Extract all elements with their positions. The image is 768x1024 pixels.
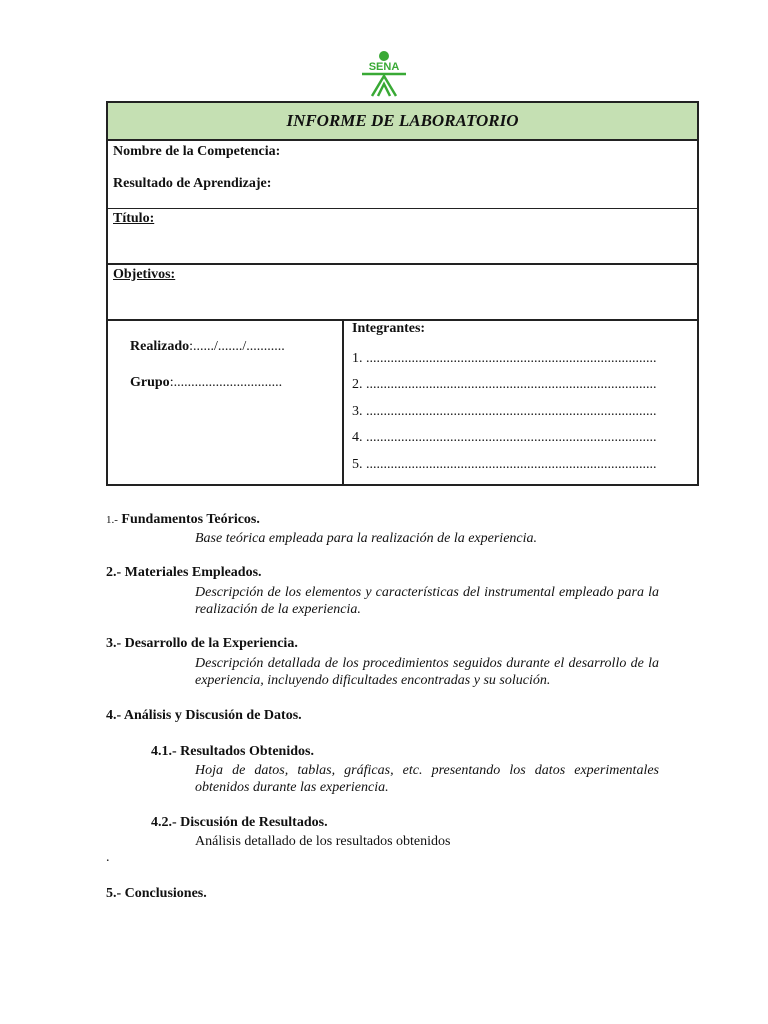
realizado-grupo-cell (108, 321, 344, 484)
form-title: INFORME DE LABORATORIO (286, 111, 519, 130)
details-row (108, 321, 697, 484)
section-2-description: Descripción de los elementos y características del instrumental empleado para la realización de la experiencia. (195, 585, 659, 617)
realizado-value: :....../......./........... (189, 339, 285, 354)
member-line-1[interactable]: 1. ................................................................................... (352, 351, 657, 366)
member-line-4[interactable]: 4. ................................................................................... (352, 430, 657, 445)
section-4-2-title: 4.2.- Discusión de Resultados. (151, 815, 328, 830)
svg-text:SENA: SENA (368, 61, 400, 73)
section-1-description: Base teórica empleada para la realización de la experiencia. (195, 531, 538, 546)
member-line-3[interactable]: 3. ................................................................................... (352, 404, 657, 419)
section-4-1-heading (151, 744, 314, 760)
stray-dot: . (106, 850, 110, 865)
section-1-heading (106, 512, 260, 528)
member-line-5[interactable]: 5. ................................................................................... (352, 457, 657, 472)
lab-report-form (106, 101, 699, 486)
competencia-row (108, 141, 697, 209)
grupo-label: Grupo (130, 375, 170, 390)
section-2-heading (106, 565, 262, 581)
section-4-2-heading (151, 815, 328, 831)
grupo-line[interactable] (130, 375, 282, 391)
section-2-title: 2.- Materiales Empleados. (106, 565, 262, 580)
section-4-heading (106, 708, 302, 724)
resultado-label: Resultado de Aprendizaje: (113, 176, 272, 191)
section-4-1-title: 4.1.- Resultados Obtenidos. (151, 744, 314, 759)
section-4-1-description: Hoja de datos, tablas, gráficas, etc. presentando los datos experimentales obtenidos durante las experiencia. (195, 763, 659, 795)
integrantes-cell (344, 321, 697, 484)
objetivos-row[interactable] (108, 265, 697, 321)
grupo-value: :............................... (169, 375, 283, 390)
section-1-title: Fundamentos Teóricos. (117, 512, 260, 527)
objetivos-label: Objetivos: (113, 267, 176, 282)
integrantes-label: Integrantes: (352, 321, 426, 336)
competencia-label: Nombre de la Competencia: (113, 144, 281, 159)
section-4-title: 4.- Análisis y Discusión de Datos. (106, 708, 302, 723)
titulo-row[interactable] (108, 209, 697, 265)
section-3-heading (106, 636, 298, 652)
sena-logo (358, 50, 410, 98)
form-header (108, 103, 697, 141)
section-4-2-description: Análisis detallado de los resultados obtenidos (195, 834, 451, 849)
sena-logo-icon (358, 50, 410, 98)
titulo-label: Título: (113, 211, 155, 226)
member-line-2[interactable]: 2. ................................................................................... (352, 377, 657, 392)
section-1-number: 1.- (106, 514, 118, 526)
realizado-line[interactable] (130, 339, 285, 355)
section-3-description: Descripción detallada de los procedimientos seguidos durante el desarrollo de la experiencia, incluyendo dificultades encontradas y su solución. (195, 656, 659, 688)
realizado-label: Realizado (130, 339, 190, 354)
section-3-title: 3.- Desarrollo de la Experiencia. (106, 636, 298, 651)
section-5-heading (106, 886, 207, 902)
section-5-title: 5.- Conclusiones. (106, 886, 207, 901)
